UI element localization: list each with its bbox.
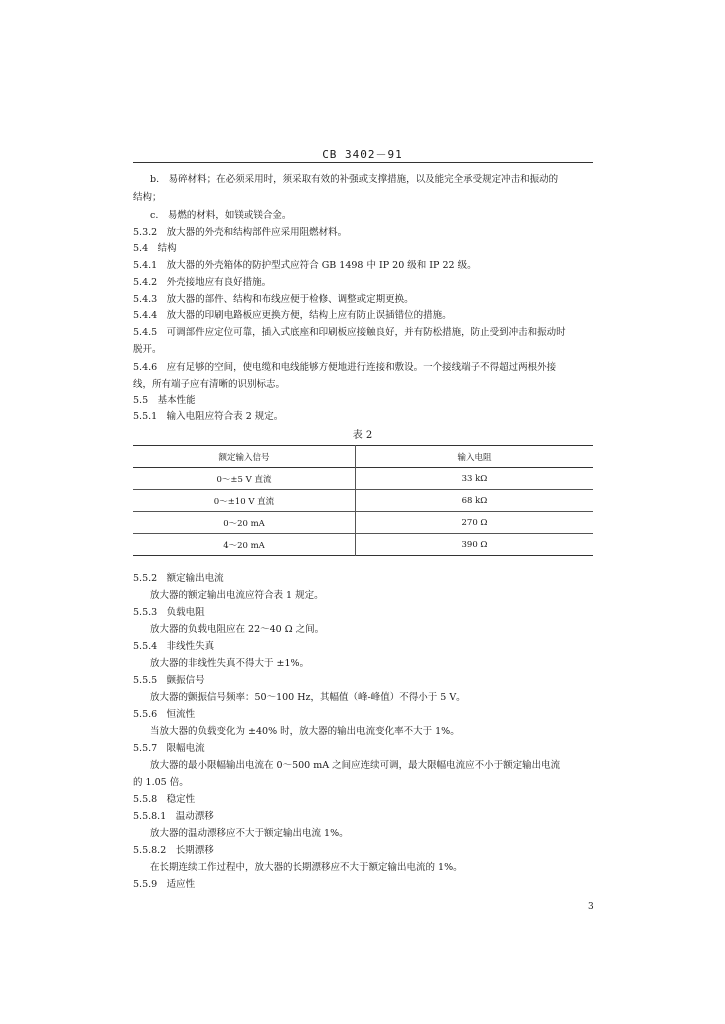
table-caption: 表 2 bbox=[352, 430, 373, 441]
table-header-row bbox=[133, 446, 593, 468]
text-line: 放大器的颤振信号频率：50～100 Hz，其幅值（峰-峰值）不得小于 5 V。 bbox=[150, 692, 466, 703]
clause-5-4-6: 5.4.6 应有足够的空间，使电缆和电线能够方便地进行连接和敷设。一个接线端子不得超过两根外接 bbox=[133, 362, 557, 373]
table-cell: 0～±10 V 直流 bbox=[133, 490, 356, 512]
clause-5-5-2: 5.5.2 额定输出电流 bbox=[133, 573, 224, 584]
text-line: 放大器的负载电阻应在 22～40 Ω 之间。 bbox=[150, 624, 325, 635]
input-resistance-table bbox=[133, 445, 593, 556]
clause-5-5-1: 5.5.1 输入电阻应符合表 2 规定。 bbox=[133, 411, 284, 422]
clause-5-5-7: 5.5.7 限幅电流 bbox=[133, 743, 205, 754]
table-row bbox=[133, 512, 593, 534]
clause-5-5-9: 5.5.9 适应性 bbox=[133, 879, 196, 890]
clause-5-4-1: 5.4.1 放大器的外壳箱体的防护型式应符合 GB 1498 中 IP 20 级和 IP 22 级。 bbox=[133, 260, 477, 271]
text-line: c. 易燃的材料，如镁或镁合金。 bbox=[150, 210, 292, 221]
clause-5-3-2: 5.3.2 放大器的外壳和结构部件应采用阻燃材料。 bbox=[133, 227, 348, 238]
text-line: 的 1.05 倍。 bbox=[133, 777, 189, 788]
clause-5-5-8-2: 5.5.8.2 长期漂移 bbox=[133, 845, 214, 856]
document-code: CB 3402－91 bbox=[322, 148, 403, 161]
clause-5-4-4: 5.4.4 放大器的印刷电路板应更换方便，结构上应有防止误插错位的措施。 bbox=[133, 310, 452, 321]
clause-5-4-5: 5.4.5 可调部件应定位可靠，插入式底座和印刷板应接触良好，并有防松措施，防止受到冲击和振动时 bbox=[133, 327, 566, 338]
text-line: 放大器的温动漂移应不大于额定输出电流 1%。 bbox=[150, 828, 349, 839]
table-cell: 0～±5 V 直流 bbox=[133, 468, 356, 490]
text-line: 线，所有端子应有清晰的识别标志。 bbox=[133, 379, 286, 390]
table-cell: 33 kΩ bbox=[461, 473, 488, 484]
text-line: 放大器的非线性失真不得大于 ±1%。 bbox=[150, 658, 310, 669]
page-number: 3 bbox=[588, 902, 594, 912]
section-5-5: 5.5 基本性能 bbox=[133, 395, 196, 406]
text-line: 脱开。 bbox=[133, 344, 162, 355]
table-cell: 4～20 mA bbox=[133, 534, 356, 556]
table-row bbox=[133, 490, 593, 512]
clause-5-5-8: 5.5.8 稳定性 bbox=[133, 794, 196, 805]
table-cell: 68 kΩ bbox=[461, 495, 488, 506]
clause-5-4-3: 5.4.3 放大器的部件、结构和布线应便于检修、调整或定期更换。 bbox=[133, 294, 414, 305]
clause-5-5-6: 5.5.6 恒流性 bbox=[133, 709, 196, 720]
section-5-4: 5.4 结构 bbox=[133, 243, 177, 254]
table-cell: 270 Ω bbox=[461, 517, 488, 528]
header-rule bbox=[133, 162, 593, 163]
clause-5-4-2: 5.4.2 外壳接地应有良好措施。 bbox=[133, 277, 272, 288]
table-row bbox=[133, 468, 593, 490]
clause-5-5-3: 5.5.3 负载电阻 bbox=[133, 607, 205, 618]
text-line: 放大器的最小限幅输出电流在 0～500 mA 之间应连续可调，最大限幅电流应不小于额定输出电流 bbox=[150, 760, 561, 771]
table-cell: 0～20 mA bbox=[133, 512, 356, 534]
clause-5-5-5: 5.5.5 颤振信号 bbox=[133, 675, 205, 686]
table-row bbox=[133, 534, 593, 556]
text-line: 放大器的额定输出电流应符合表 1 规定。 bbox=[150, 590, 324, 601]
text-line: 结构； bbox=[133, 192, 162, 203]
text-line: 当放大器的负载变化为 ±40% 时，放大器的输出电流变化率不大于 1%。 bbox=[150, 726, 460, 737]
table-cell: 390 Ω bbox=[461, 539, 488, 550]
column-header: 额定输入信号 bbox=[133, 446, 356, 468]
text-line: b. 易碎材料；在必须采用时，须采取有效的补强或支撑措施，以及能完全承受规定冲击和振动的 bbox=[150, 174, 559, 185]
clause-5-5-4: 5.5.4 非线性失真 bbox=[133, 641, 215, 652]
text-line: 在长期连续工作过程中，放大器的长期漂移应不大于额定输出电流的 1%。 bbox=[150, 862, 463, 873]
column-header: 输入电阻 bbox=[457, 452, 492, 463]
clause-5-5-8-1: 5.5.8.1 温动漂移 bbox=[133, 811, 214, 822]
